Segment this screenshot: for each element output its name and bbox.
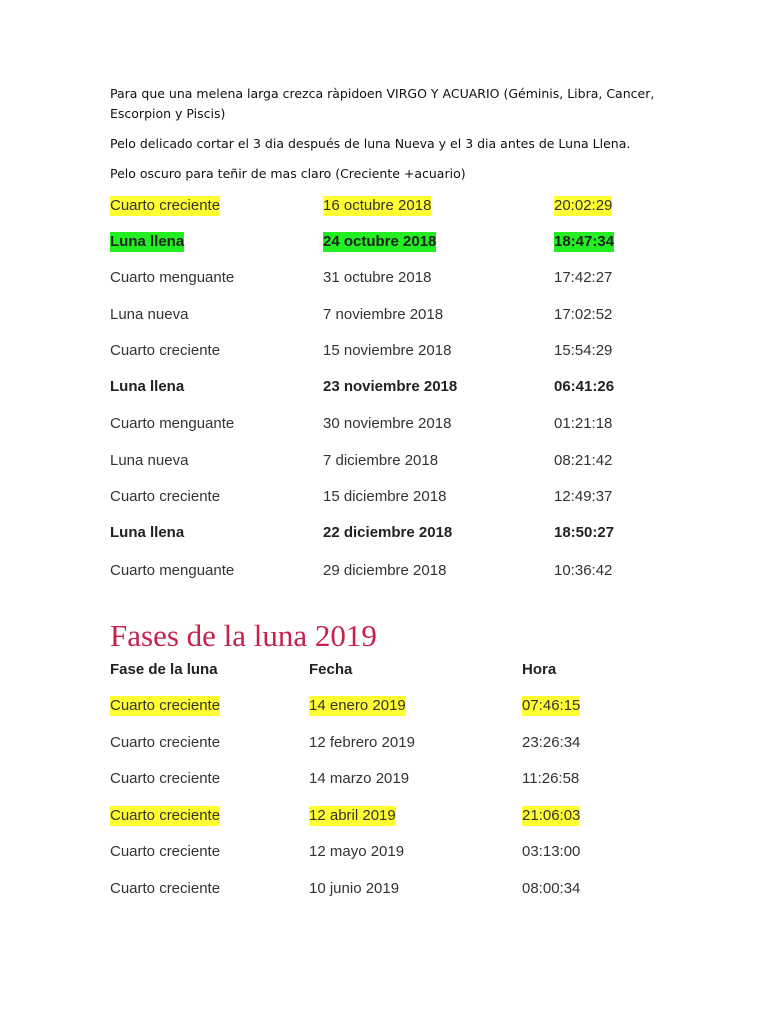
date-cell: 15 diciembre 2018 (323, 488, 447, 505)
phase-cell: Cuarto creciente (110, 880, 221, 897)
phase-cell: Cuarto creciente (110, 697, 221, 714)
table-row (0, 196, 768, 218)
phase-cell: Cuarto menguante (110, 269, 235, 286)
phase-cell: Cuarto menguante (110, 562, 235, 579)
time-cell: 17:02:52 (554, 306, 613, 323)
phase-cell: Luna llena (110, 233, 185, 250)
column-header-time: Hora (522, 661, 557, 678)
phase-cell: Cuarto creciente (110, 807, 221, 824)
date-cell: 7 diciembre 2018 (323, 452, 439, 469)
time-cell: 21:06:03 (522, 807, 581, 824)
phase-cell: Cuarto creciente (110, 734, 221, 751)
column-header-date: Fecha (309, 661, 353, 678)
phase-cell: Cuarto creciente (110, 342, 221, 359)
time-cell: 20:02:29 (554, 197, 613, 214)
time-cell: 01:21:18 (554, 415, 613, 432)
phase-cell: Luna nueva (110, 306, 189, 323)
date-cell: 12 mayo 2019 (309, 843, 405, 860)
phase-cell: Cuarto menguante (110, 415, 235, 432)
table-row (0, 806, 768, 828)
date-cell: 22 diciembre 2018 (323, 524, 453, 541)
date-cell: 24 octubre 2018 (323, 233, 437, 250)
date-cell: 16 octubre 2018 (323, 197, 432, 214)
phase-cell: Cuarto creciente (110, 197, 221, 214)
table-row (0, 232, 768, 254)
time-cell: 18:47:34 (554, 233, 615, 250)
table-row (0, 305, 768, 327)
note-dark-hair: Pelo oscuro para teñir de mas claro (Creciente +acuario) (110, 166, 466, 181)
date-cell: 31 octubre 2018 (323, 269, 432, 286)
time-cell: 15:54:29 (554, 342, 613, 359)
phase-cell: Luna llena (110, 524, 185, 541)
time-cell: 03:13:00 (522, 843, 581, 860)
time-cell: 12:49:37 (554, 488, 613, 505)
section-heading-2019: Fases de la luna 2019 (110, 618, 377, 653)
date-cell: 23 noviembre 2018 (323, 378, 458, 395)
date-cell: 7 noviembre 2018 (323, 306, 444, 323)
time-cell: 10:36:42 (554, 562, 613, 579)
time-cell: 08:21:42 (554, 452, 613, 469)
table-header-row (0, 660, 768, 682)
phase-cell: Cuarto creciente (110, 843, 221, 860)
table-row (0, 487, 768, 509)
phase-cell: Cuarto creciente (110, 488, 221, 505)
date-cell: 14 enero 2019 (309, 697, 406, 714)
table-row (0, 696, 768, 718)
table-row (0, 341, 768, 363)
time-cell: 07:46:15 (522, 697, 581, 714)
date-cell: 15 noviembre 2018 (323, 342, 452, 359)
date-cell: 12 abril 2019 (309, 807, 396, 824)
table-row (0, 842, 768, 864)
date-cell: 12 febrero 2019 (309, 734, 415, 751)
table-row (0, 414, 768, 436)
time-cell: 17:42:27 (554, 269, 613, 286)
table-row (0, 523, 768, 545)
date-cell: 10 junio 2019 (309, 880, 400, 897)
table-row (0, 377, 768, 399)
time-cell: 06:41:26 (554, 378, 615, 395)
table-row (0, 733, 768, 755)
date-cell: 29 diciembre 2018 (323, 562, 447, 579)
table-row (0, 268, 768, 290)
table-row (0, 561, 768, 583)
phase-cell: Cuarto creciente (110, 770, 221, 787)
note-hair-growth: Para que una melena larga crezca ràpidoen VIRGO Y ACUARIO (Géminis, Libra, Cancer, Escorpion y Piscis) (110, 86, 655, 121)
table-row (0, 769, 768, 791)
time-cell: 23:26:34 (522, 734, 581, 751)
time-cell: 11:26:58 (522, 770, 580, 787)
note-delicate-hair: Pelo delicado cortar el 3 dia después de luna Nueva y el 3 dia antes de Luna Llena. (110, 136, 631, 151)
column-header-phase: Fase de la luna (110, 661, 218, 678)
time-cell: 08:00:34 (522, 880, 581, 897)
phase-cell: Luna llena (110, 378, 185, 395)
date-cell: 30 noviembre 2018 (323, 415, 452, 432)
table-row (0, 879, 768, 901)
phase-cell: Luna nueva (110, 452, 189, 469)
time-cell: 18:50:27 (554, 524, 615, 541)
date-cell: 14 marzo 2019 (309, 770, 410, 787)
table-row (0, 451, 768, 473)
